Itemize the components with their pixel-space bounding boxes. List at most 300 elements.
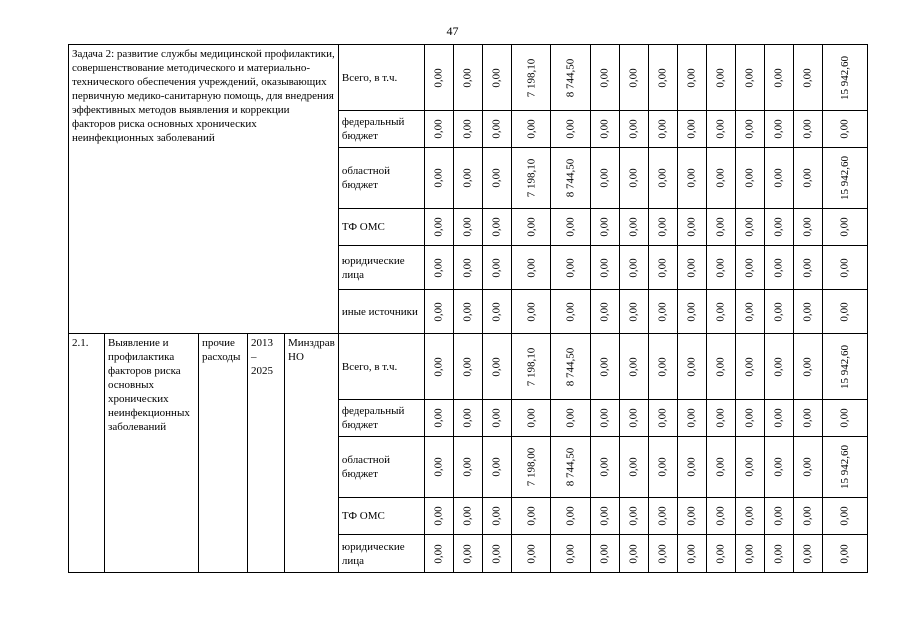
item-period-text: 2013 – 2025 xyxy=(251,337,273,377)
value-cell xyxy=(424,334,453,400)
value-text: 0,00 xyxy=(461,543,474,564)
value-text: 0,00 xyxy=(838,257,851,278)
value-cell xyxy=(482,45,511,111)
value-cell xyxy=(590,209,619,246)
value-text: 0,00 xyxy=(685,457,698,477)
value-text: 0,00 xyxy=(656,119,669,139)
value-cell xyxy=(735,334,764,400)
value-text: 0,00 xyxy=(627,356,640,377)
source-cell xyxy=(338,246,424,290)
value-text: 0,00 xyxy=(461,67,474,88)
value-text: 0,00 xyxy=(743,356,756,377)
value-cell xyxy=(511,400,551,437)
value-cell xyxy=(551,290,591,334)
value-cell xyxy=(793,400,822,437)
value-text: 15 942,60 xyxy=(838,445,851,489)
item-executor-text: Минздрав НО xyxy=(288,337,335,363)
value-cell xyxy=(590,45,619,111)
value-cell xyxy=(482,437,511,498)
value-cell xyxy=(590,498,619,535)
value-text: 0,00 xyxy=(772,217,785,237)
source-cell xyxy=(338,400,424,437)
value-cell xyxy=(453,334,482,400)
value-cell xyxy=(619,498,648,535)
value-cell xyxy=(453,246,482,290)
value-text: 0,00 xyxy=(598,67,611,88)
value-cell xyxy=(424,400,453,437)
value-cell xyxy=(735,246,764,290)
value-cell xyxy=(677,290,706,334)
value-text: 7 198,00 xyxy=(525,447,538,487)
source-cell xyxy=(338,111,424,148)
value-text: 0,00 xyxy=(627,408,640,428)
value-text: 0,00 xyxy=(598,506,611,526)
value-text: 15 942,60 xyxy=(838,156,851,200)
source-cell xyxy=(338,498,424,535)
source-label: Всего, в т.ч. xyxy=(341,71,398,84)
value-cell xyxy=(482,246,511,290)
value-text: 0,00 xyxy=(801,119,814,139)
value-text: 0,00 xyxy=(685,119,698,139)
value-cell xyxy=(424,148,453,209)
value-text: 0,00 xyxy=(772,543,785,564)
value-text: 0,00 xyxy=(598,217,611,237)
value-cell xyxy=(677,400,706,437)
value-text: 0,00 xyxy=(743,257,756,278)
value-text: 0,00 xyxy=(525,119,538,139)
value-text: 0,00 xyxy=(801,506,814,526)
value-cell xyxy=(648,437,677,498)
value-text: 0,00 xyxy=(432,506,445,526)
value-cell xyxy=(764,111,793,148)
value-cell xyxy=(511,111,551,148)
value-text: 0,00 xyxy=(598,257,611,278)
value-cell xyxy=(793,209,822,246)
value-text: 0,00 xyxy=(714,457,727,477)
value-text: 0,00 xyxy=(801,217,814,237)
value-text: 0,00 xyxy=(685,67,698,88)
value-cell xyxy=(453,111,482,148)
value-text: 0,00 xyxy=(714,217,727,237)
value-text: 0,00 xyxy=(525,543,538,564)
value-text: 0,00 xyxy=(598,457,611,477)
value-cell xyxy=(453,400,482,437)
value-cell xyxy=(424,290,453,334)
item-number xyxy=(69,334,105,573)
task-row xyxy=(69,45,868,111)
value-cell xyxy=(619,111,648,148)
value-cell xyxy=(551,45,591,111)
value-cell xyxy=(648,290,677,334)
value-text: 0,00 xyxy=(714,168,727,188)
value-cell xyxy=(735,209,764,246)
value-text: 0,00 xyxy=(685,356,698,377)
value-cell xyxy=(619,334,648,400)
value-text: 0,00 xyxy=(685,217,698,237)
value-cell xyxy=(677,334,706,400)
item-number-text: 2.1. xyxy=(72,337,89,349)
value-cell xyxy=(590,111,619,148)
value-text: 0,00 xyxy=(838,217,851,237)
value-text: 0,00 xyxy=(598,408,611,428)
value-text: 0,00 xyxy=(627,457,640,477)
value-text: 0,00 xyxy=(801,543,814,564)
value-cell xyxy=(619,246,648,290)
value-text: 15 942,60 xyxy=(838,55,851,100)
task-text: Задача 2: развитие службы медицинской профилактики, совершенствование методического и материально- технического обеспечения учреждений, оказывающих первичную медико-санитарную помощь, для внедрения эффективных методов выявления и коррекции факторов риска основных хронических неинфекционных заболеваний xyxy=(72,48,335,144)
value-cell xyxy=(590,334,619,400)
value-text: 0,00 xyxy=(432,301,445,322)
value-text: 0,00 xyxy=(685,408,698,428)
source-label: юридические лица xyxy=(341,540,405,567)
value-text: 0,00 xyxy=(564,217,577,237)
value-text: 0,00 xyxy=(627,257,640,278)
value-text: 0,00 xyxy=(838,506,851,526)
value-cell xyxy=(482,535,511,573)
source-label: иные источники xyxy=(341,305,418,318)
value-text: 0,00 xyxy=(801,257,814,278)
value-cell xyxy=(706,290,735,334)
value-cell xyxy=(706,400,735,437)
value-cell xyxy=(453,148,482,209)
value-text: 0,00 xyxy=(564,119,577,139)
source-cell xyxy=(338,290,424,334)
value-text: 0,00 xyxy=(838,543,851,564)
value-text: 0,00 xyxy=(432,257,445,278)
value-cell xyxy=(590,535,619,573)
value-text: 0,00 xyxy=(801,457,814,477)
value-text: 0,00 xyxy=(714,543,727,564)
item-name xyxy=(105,334,199,573)
value-text: 0,00 xyxy=(801,356,814,377)
value-cell xyxy=(735,535,764,573)
value-cell xyxy=(648,535,677,573)
value-text: 0,00 xyxy=(461,217,474,237)
value-text: 0,00 xyxy=(564,506,577,526)
item-name-text: Выявление и профилактика факторов риска основных хронических неинфекционных заболеваний xyxy=(108,337,190,433)
value-text: 0,00 xyxy=(838,119,851,139)
source-label: федеральный бюджет xyxy=(341,116,405,142)
source-label: юридические лица xyxy=(341,254,405,281)
value-text: 0,00 xyxy=(714,408,727,428)
value-text: 0,00 xyxy=(490,168,503,188)
value-cell xyxy=(482,498,511,535)
value-cell xyxy=(706,111,735,148)
value-cell xyxy=(735,45,764,111)
value-text: 0,00 xyxy=(490,543,503,564)
value-text: 0,00 xyxy=(627,301,640,322)
value-cell xyxy=(424,45,453,111)
value-cell xyxy=(764,400,793,437)
value-text: 0,00 xyxy=(461,168,474,188)
source-cell xyxy=(338,148,424,209)
source-cell xyxy=(338,535,424,573)
value-text: 0,00 xyxy=(743,543,756,564)
value-cell xyxy=(619,148,648,209)
value-cell xyxy=(764,535,793,573)
value-cell xyxy=(511,45,551,111)
value-cell xyxy=(648,111,677,148)
value-text: 0,00 xyxy=(598,301,611,322)
value-text: 0,00 xyxy=(772,457,785,477)
value-cell xyxy=(764,148,793,209)
value-text: 0,00 xyxy=(743,506,756,526)
value-cell xyxy=(793,535,822,573)
value-cell xyxy=(482,400,511,437)
value-cell xyxy=(822,111,867,148)
value-cell xyxy=(764,290,793,334)
value-cell xyxy=(453,290,482,334)
value-cell xyxy=(424,209,453,246)
value-text: 0,00 xyxy=(461,457,474,477)
value-text: 0,00 xyxy=(598,356,611,377)
value-text: 0,00 xyxy=(685,257,698,278)
value-cell xyxy=(482,148,511,209)
value-text: 0,00 xyxy=(627,67,640,88)
value-cell xyxy=(424,111,453,148)
value-text: 0,00 xyxy=(743,67,756,88)
item-row xyxy=(69,334,868,400)
source-label: ТФ ОМС xyxy=(341,221,385,233)
value-cell xyxy=(619,45,648,111)
value-cell xyxy=(822,498,867,535)
value-cell xyxy=(511,290,551,334)
value-text: 0,00 xyxy=(685,168,698,188)
value-cell xyxy=(590,148,619,209)
value-cell xyxy=(648,498,677,535)
value-cell xyxy=(793,246,822,290)
value-cell xyxy=(677,209,706,246)
value-text: 0,00 xyxy=(714,301,727,322)
value-text: 0,00 xyxy=(490,356,503,377)
source-cell xyxy=(338,334,424,400)
value-text: 0,00 xyxy=(461,506,474,526)
value-cell xyxy=(706,148,735,209)
value-cell xyxy=(822,209,867,246)
value-text: 0,00 xyxy=(461,257,474,278)
value-text: 0,00 xyxy=(525,217,538,237)
value-text: 0,00 xyxy=(490,301,503,322)
value-text: 0,00 xyxy=(432,67,445,88)
value-text: 0,00 xyxy=(490,257,503,278)
value-text: 0,00 xyxy=(627,168,640,188)
value-cell xyxy=(511,437,551,498)
value-cell xyxy=(511,334,551,400)
value-text: 0,00 xyxy=(656,356,669,377)
value-cell xyxy=(551,498,591,535)
value-cell xyxy=(822,246,867,290)
value-text: 0,00 xyxy=(432,356,445,377)
value-cell xyxy=(822,45,867,111)
page-number: 47 xyxy=(446,24,459,38)
item-type xyxy=(199,334,248,573)
value-cell xyxy=(648,246,677,290)
source-label: областной бюджет xyxy=(341,454,391,480)
value-cell xyxy=(453,437,482,498)
value-cell xyxy=(648,209,677,246)
value-cell xyxy=(677,246,706,290)
value-text: 0,00 xyxy=(525,506,538,526)
value-text: 0,00 xyxy=(432,543,445,564)
funding-table xyxy=(68,44,868,573)
value-text: 0,00 xyxy=(838,408,851,428)
item-period xyxy=(248,334,285,573)
value-cell xyxy=(764,45,793,111)
value-text: 0,00 xyxy=(743,301,756,322)
value-cell xyxy=(551,148,591,209)
value-cell xyxy=(511,148,551,209)
value-text: 0,00 xyxy=(743,168,756,188)
value-text: 0,00 xyxy=(627,543,640,564)
value-cell xyxy=(677,437,706,498)
source-cell xyxy=(338,437,424,498)
value-cell xyxy=(619,209,648,246)
value-text: 0,00 xyxy=(432,217,445,237)
value-cell xyxy=(793,111,822,148)
value-text: 0,00 xyxy=(490,408,503,428)
value-cell xyxy=(551,400,591,437)
item-executor xyxy=(285,334,339,573)
value-cell xyxy=(551,437,591,498)
value-cell xyxy=(706,437,735,498)
value-cell xyxy=(677,148,706,209)
value-text: 0,00 xyxy=(685,506,698,526)
value-text: 0,00 xyxy=(490,67,503,88)
value-cell xyxy=(424,246,453,290)
value-cell xyxy=(453,535,482,573)
value-cell xyxy=(793,437,822,498)
value-text: 0,00 xyxy=(656,217,669,237)
value-cell xyxy=(453,45,482,111)
value-text: 0,00 xyxy=(461,301,474,322)
value-text: 0,00 xyxy=(656,457,669,477)
value-text: 0,00 xyxy=(714,356,727,377)
value-text: 0,00 xyxy=(656,506,669,526)
value-text: 0,00 xyxy=(714,119,727,139)
value-text: 0,00 xyxy=(656,257,669,278)
value-text: 0,00 xyxy=(656,543,669,564)
value-text: 0,00 xyxy=(525,408,538,428)
value-text: 7 198,10 xyxy=(525,347,538,386)
value-text: 0,00 xyxy=(627,119,640,139)
value-text: 0,00 xyxy=(432,168,445,188)
value-text: 0,00 xyxy=(461,119,474,139)
value-text: 8 744,50 xyxy=(564,58,577,97)
value-cell xyxy=(822,400,867,437)
value-cell xyxy=(648,334,677,400)
item-type-text: прочие расходы xyxy=(202,337,241,363)
value-cell xyxy=(619,535,648,573)
value-cell xyxy=(677,111,706,148)
value-text: 0,00 xyxy=(772,356,785,377)
value-cell xyxy=(590,246,619,290)
value-cell xyxy=(706,498,735,535)
value-cell xyxy=(706,334,735,400)
value-cell xyxy=(453,498,482,535)
value-text: 0,00 xyxy=(801,301,814,322)
value-text: 0,00 xyxy=(743,217,756,237)
value-cell xyxy=(735,148,764,209)
value-cell xyxy=(764,209,793,246)
value-cell xyxy=(648,148,677,209)
value-text: 0,00 xyxy=(490,506,503,526)
table-body xyxy=(69,45,868,573)
value-text: 0,00 xyxy=(656,408,669,428)
value-cell xyxy=(735,111,764,148)
value-cell xyxy=(793,334,822,400)
value-text: 0,00 xyxy=(432,408,445,428)
value-text: 8 744,50 xyxy=(564,347,577,386)
value-text: 0,00 xyxy=(627,506,640,526)
value-cell xyxy=(619,437,648,498)
source-label: областной бюджет xyxy=(341,165,391,191)
value-cell xyxy=(735,437,764,498)
value-text: 0,00 xyxy=(714,67,727,88)
value-text: 0,00 xyxy=(461,408,474,428)
value-cell xyxy=(551,246,591,290)
value-text: 0,00 xyxy=(772,67,785,88)
value-text: 0,00 xyxy=(656,301,669,322)
value-cell xyxy=(793,45,822,111)
value-cell xyxy=(793,148,822,209)
value-text: 0,00 xyxy=(598,543,611,564)
value-text: 0,00 xyxy=(743,457,756,477)
value-cell xyxy=(822,290,867,334)
value-text: 0,00 xyxy=(714,506,727,526)
value-cell xyxy=(424,535,453,573)
source-cell xyxy=(338,209,424,246)
value-cell xyxy=(590,437,619,498)
source-cell xyxy=(338,45,424,111)
value-cell xyxy=(706,535,735,573)
source-label: Всего, в т.ч. xyxy=(341,360,398,373)
value-text: 0,00 xyxy=(801,67,814,88)
value-cell xyxy=(822,535,867,573)
value-cell xyxy=(822,148,867,209)
value-cell xyxy=(482,334,511,400)
value-cell xyxy=(648,45,677,111)
value-cell xyxy=(619,400,648,437)
value-cell xyxy=(590,290,619,334)
value-text: 0,00 xyxy=(490,119,503,139)
value-text: 0,00 xyxy=(772,119,785,139)
value-text: 0,00 xyxy=(564,408,577,428)
value-text: 0,00 xyxy=(627,217,640,237)
value-text: 0,00 xyxy=(656,168,669,188)
value-cell xyxy=(482,290,511,334)
value-text: 0,00 xyxy=(838,301,851,322)
value-cell xyxy=(822,334,867,400)
value-cell xyxy=(511,535,551,573)
value-cell xyxy=(511,209,551,246)
value-text: 7 198,10 xyxy=(525,158,538,198)
value-text: 0,00 xyxy=(525,301,538,322)
value-cell xyxy=(511,498,551,535)
value-cell xyxy=(793,498,822,535)
value-cell xyxy=(677,535,706,573)
value-cell xyxy=(482,111,511,148)
value-text: 8 744,50 xyxy=(564,158,577,198)
value-text: 0,00 xyxy=(564,543,577,564)
value-text: 0,00 xyxy=(525,257,538,278)
value-cell xyxy=(764,437,793,498)
value-cell xyxy=(619,290,648,334)
value-cell xyxy=(735,400,764,437)
value-cell xyxy=(706,45,735,111)
value-cell xyxy=(793,290,822,334)
value-text: 0,00 xyxy=(564,301,577,322)
value-cell xyxy=(706,209,735,246)
